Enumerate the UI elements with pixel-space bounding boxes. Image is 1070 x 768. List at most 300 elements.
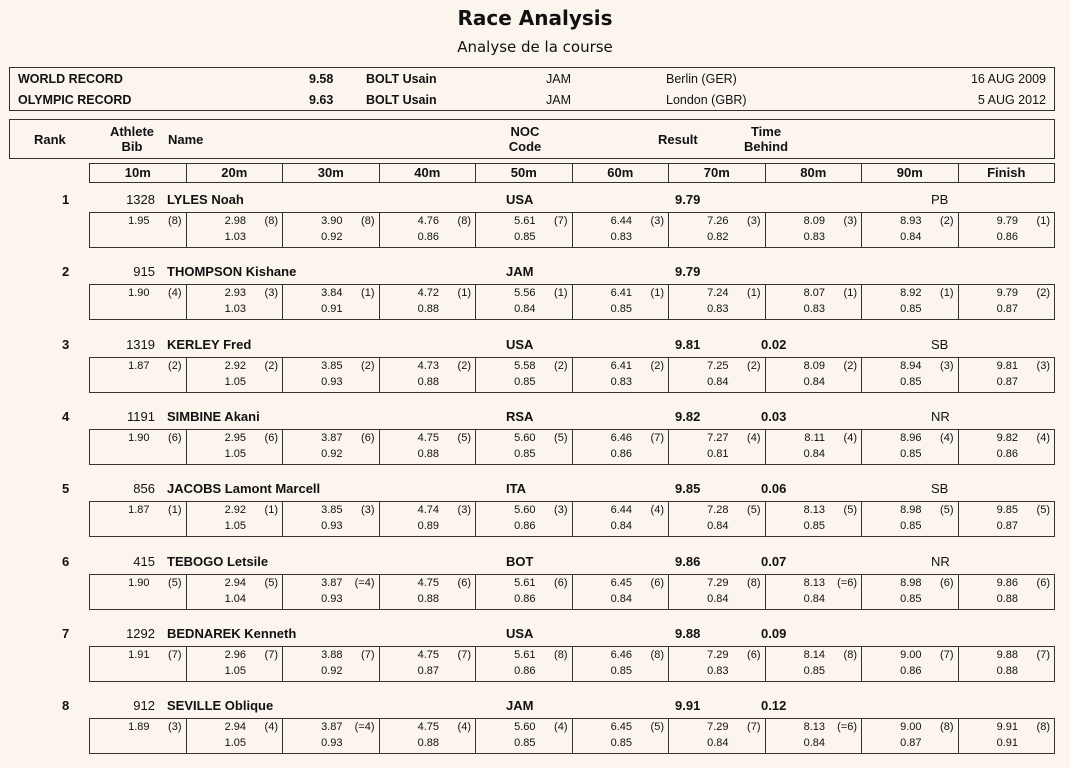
split-position: (3) xyxy=(650,215,664,227)
split-time: 2.95 xyxy=(224,431,246,444)
split-label: 80m xyxy=(766,164,863,182)
record-note: SB xyxy=(931,481,949,497)
split-cell xyxy=(90,647,187,681)
segment-time: 0.82 xyxy=(707,231,729,243)
segment-time: 0.86 xyxy=(417,231,439,243)
split-time: 1.90 xyxy=(128,576,150,589)
split-cell xyxy=(573,430,670,464)
split-position: (3) xyxy=(457,504,471,517)
time-header: Time xyxy=(750,124,782,139)
segment-time: 0.86 xyxy=(996,447,1018,460)
result: 9.85 xyxy=(675,481,701,497)
segment-time: 0.85 xyxy=(514,447,536,460)
split-time: 6.45 xyxy=(610,576,632,589)
segment-time: 0.87 xyxy=(900,737,922,750)
segment-time: 0.84 xyxy=(900,231,922,243)
rank: 5 xyxy=(62,481,70,497)
name-header: Name xyxy=(168,132,204,147)
split-cell xyxy=(959,213,1055,247)
segment-time: 0.86 xyxy=(996,231,1018,243)
segment-time: 1.04 xyxy=(224,592,246,605)
splits-box xyxy=(89,574,1055,610)
split-cell xyxy=(380,647,477,681)
record-note: NR xyxy=(931,553,950,569)
split-position: (5) xyxy=(940,504,954,517)
split-position: (8) xyxy=(940,721,954,734)
split-time: 6.41 xyxy=(610,287,632,300)
record-venue: Berlin (GER) xyxy=(666,72,737,86)
noc-code: JAM xyxy=(506,698,534,714)
split-cell xyxy=(380,430,477,464)
split-position: (=4) xyxy=(354,576,375,589)
split-time: 7.27 xyxy=(707,431,729,444)
segment-time: 0.88 xyxy=(417,447,439,460)
split-time: 4.76 xyxy=(417,215,439,227)
split-label: 30m xyxy=(283,164,380,182)
record-time: 9.63 xyxy=(309,93,334,107)
split-cell xyxy=(862,719,959,753)
noc-code: BOT xyxy=(506,553,534,569)
split-position: (3) xyxy=(264,287,278,300)
split-cell xyxy=(669,213,766,247)
athlete-name: TEBOGO Letsile xyxy=(167,553,269,569)
segment-time: 1.05 xyxy=(224,447,246,460)
split-position: (8) xyxy=(457,215,471,227)
athlete-name: JACOBS Lamont Marcell xyxy=(167,481,321,497)
split-cell xyxy=(573,719,670,753)
result-header: Result xyxy=(658,132,698,147)
split-position: (7) xyxy=(457,648,471,661)
split-time: 8.93 xyxy=(900,215,922,227)
split-cell xyxy=(476,358,573,392)
noc-header: NOC xyxy=(510,124,540,139)
athlete-entry xyxy=(0,552,1070,624)
segment-time: 0.93 xyxy=(321,375,343,388)
segment-time: 1.03 xyxy=(224,231,246,243)
split-time: 3.88 xyxy=(321,648,343,661)
bib-header: Bib xyxy=(121,139,143,154)
athlete-name: KERLEY Fred xyxy=(167,336,252,352)
split-cell xyxy=(90,719,187,753)
rank-header: Rank xyxy=(34,132,66,147)
split-cell xyxy=(187,358,284,392)
split-label: 70m xyxy=(669,164,766,182)
split-cell xyxy=(90,430,187,464)
split-cell xyxy=(669,430,766,464)
segment-time: 0.85 xyxy=(514,737,536,750)
bib: 1292 xyxy=(126,625,155,641)
split-time: 1.91 xyxy=(128,648,150,661)
segment-time: 0.84 xyxy=(610,592,632,605)
split-time: 2.96 xyxy=(224,648,246,661)
split-cell xyxy=(669,719,766,753)
segment-time: 0.86 xyxy=(514,592,536,605)
bib: 415 xyxy=(133,553,155,569)
split-time: 7.29 xyxy=(707,721,729,734)
rank: 7 xyxy=(62,625,70,641)
split-cell xyxy=(862,285,959,319)
split-cell xyxy=(380,575,477,609)
split-position: (7) xyxy=(554,215,568,227)
split-time: 2.98 xyxy=(224,215,246,227)
athlete-name: SEVILLE Oblique xyxy=(167,698,274,714)
split-position: (8) xyxy=(1036,721,1050,734)
segment-time: 0.85 xyxy=(610,737,632,750)
segment-time: 0.85 xyxy=(610,664,632,677)
split-time: 9.85 xyxy=(996,504,1018,517)
split-cell xyxy=(380,502,477,536)
split-position: (=6) xyxy=(837,576,857,589)
segment-time: 0.85 xyxy=(900,447,922,460)
segment-time: 0.85 xyxy=(610,303,632,316)
split-time: 1.87 xyxy=(128,504,150,517)
split-position: (8) xyxy=(554,648,568,661)
split-time: 8.98 xyxy=(900,504,922,517)
split-time: 3.84 xyxy=(321,287,343,300)
result: 9.79 xyxy=(675,192,701,207)
split-cell xyxy=(187,719,284,753)
noc-code: ITA xyxy=(506,481,526,497)
split-position: (1) xyxy=(457,287,471,300)
split-cell xyxy=(573,285,670,319)
splits-box xyxy=(89,357,1055,393)
rank: 8 xyxy=(62,698,70,714)
olympic-record-row xyxy=(10,90,1054,110)
split-position: (6) xyxy=(264,431,278,444)
split-position: (4) xyxy=(940,431,954,444)
split-cell xyxy=(959,285,1055,319)
split-position: (5) xyxy=(554,431,568,444)
split-position: (5) xyxy=(650,721,664,734)
split-position: (6) xyxy=(650,576,664,589)
split-time: 1.90 xyxy=(128,431,150,444)
split-time: 3.85 xyxy=(321,504,343,517)
split-position: (2) xyxy=(457,359,471,372)
segment-time: 0.85 xyxy=(803,520,825,533)
split-time: 2.94 xyxy=(224,576,246,589)
split-time: 9.00 xyxy=(900,648,922,661)
split-cell xyxy=(959,647,1055,681)
split-cell xyxy=(573,358,670,392)
split-time: 1.95 xyxy=(128,215,150,227)
athlete-entry xyxy=(0,335,1070,407)
split-cell xyxy=(283,719,380,753)
split-time: 6.44 xyxy=(610,504,632,517)
segment-time: 0.84 xyxy=(514,303,536,316)
split-position: (6) xyxy=(747,648,761,661)
split-cell xyxy=(862,213,959,247)
split-cell xyxy=(766,575,863,609)
split-position: (1) xyxy=(168,504,182,517)
split-cell xyxy=(283,575,380,609)
split-position: (2) xyxy=(168,359,182,372)
split-cell xyxy=(862,575,959,609)
split-label: 60m xyxy=(573,164,670,182)
split-position: (3) xyxy=(1036,359,1050,372)
split-position: (7) xyxy=(650,431,664,444)
split-time: 8.13 xyxy=(803,576,825,589)
split-time: 3.90 xyxy=(321,215,343,227)
record-noc: JAM xyxy=(546,93,571,107)
split-cell xyxy=(187,502,284,536)
split-time: 8.92 xyxy=(900,287,922,300)
split-position: (5) xyxy=(168,576,182,589)
segment-time: 0.85 xyxy=(900,303,922,316)
split-position: (1) xyxy=(843,287,857,300)
athlete-name: THOMPSON Kishane xyxy=(167,264,297,280)
split-cell xyxy=(380,285,477,319)
segment-time: 0.83 xyxy=(803,231,825,243)
segment-time: 0.93 xyxy=(321,592,343,605)
athlete-name: BEDNAREK Kenneth xyxy=(167,625,297,641)
split-cell xyxy=(862,358,959,392)
split-position: (3) xyxy=(747,215,761,227)
split-time: 6.46 xyxy=(610,431,632,444)
split-position: (2) xyxy=(650,359,664,372)
split-label: Finish xyxy=(987,165,1026,180)
split-time: 7.25 xyxy=(707,359,729,372)
split-label: 50m xyxy=(476,164,573,182)
segment-time: 0.88 xyxy=(417,592,439,605)
athlete-name: SIMBINE Akani xyxy=(167,408,260,424)
segment-time: 0.84 xyxy=(803,375,825,388)
split-cell xyxy=(476,430,573,464)
athlete-name: LYLES Noah xyxy=(167,192,244,207)
split-position: (7) xyxy=(747,721,761,734)
segment-time: 0.84 xyxy=(707,375,729,388)
split-cell xyxy=(766,719,863,753)
split-position: (8) xyxy=(843,648,857,661)
split-cell xyxy=(187,430,284,464)
noc-code: USA xyxy=(506,336,534,352)
split-time: 7.28 xyxy=(707,504,729,517)
segment-time: 0.87 xyxy=(996,520,1018,533)
segment-time: 0.87 xyxy=(996,375,1018,388)
split-position: (=6) xyxy=(837,721,857,734)
split-time: 4.75 xyxy=(417,431,439,444)
time-behind: 0.09 xyxy=(761,625,787,641)
split-position: (2) xyxy=(940,215,954,227)
split-time: 9.91 xyxy=(996,721,1018,734)
split-position: (1) xyxy=(1036,215,1050,227)
split-position: (2) xyxy=(1036,287,1050,300)
split-time: 4.74 xyxy=(417,504,439,517)
split-label: 10m xyxy=(90,164,187,182)
splits-box xyxy=(89,646,1055,682)
split-position: (3) xyxy=(554,504,568,517)
split-cell xyxy=(573,575,670,609)
segment-time: 0.88 xyxy=(996,664,1018,677)
record-noc: JAM xyxy=(546,72,571,86)
split-position: (2) xyxy=(264,359,278,372)
split-cell xyxy=(573,502,670,536)
split-time: 1.90 xyxy=(128,287,150,300)
split-time: 9.79 xyxy=(996,287,1018,300)
split-position: (3) xyxy=(361,504,375,517)
time-behind: 0.07 xyxy=(761,553,787,569)
segment-time: 0.85 xyxy=(900,375,922,388)
split-time: 8.98 xyxy=(900,576,922,589)
segment-time: 0.87 xyxy=(417,664,439,677)
split-position: (7) xyxy=(168,648,182,661)
segment-time: 0.91 xyxy=(996,737,1018,750)
split-cell xyxy=(283,285,380,319)
split-position: (7) xyxy=(361,648,375,661)
athlete-header: Athlete xyxy=(109,124,155,139)
split-cell xyxy=(90,358,187,392)
split-cell xyxy=(187,285,284,319)
segment-time: 0.84 xyxy=(610,520,632,533)
split-position: (5) xyxy=(264,576,278,589)
segment-time: 0.83 xyxy=(707,664,729,677)
split-time: 2.92 xyxy=(224,504,246,517)
split-time: 8.14 xyxy=(803,648,825,661)
split-cell xyxy=(283,502,380,536)
result: 9.91 xyxy=(675,698,701,714)
split-time: 5.61 xyxy=(514,215,536,227)
rank: 3 xyxy=(62,336,70,352)
segment-time: 0.81 xyxy=(707,447,729,460)
splits-box xyxy=(89,284,1055,320)
record-note: NR xyxy=(931,408,950,424)
segment-time: 0.84 xyxy=(803,447,825,460)
split-cell xyxy=(380,719,477,753)
split-cell xyxy=(476,647,573,681)
split-cell xyxy=(187,213,284,247)
split-time: 6.46 xyxy=(610,648,632,661)
split-time: 2.93 xyxy=(224,287,246,300)
time-behind: 0.06 xyxy=(761,481,787,497)
split-position: (2) xyxy=(843,359,857,372)
split-cell xyxy=(959,575,1055,609)
split-position: (8) xyxy=(650,648,664,661)
segment-time: 1.05 xyxy=(224,664,246,677)
segment-time: 1.05 xyxy=(224,520,246,533)
noc-code: JAM xyxy=(506,264,534,280)
split-time: 9.86 xyxy=(996,576,1018,589)
split-cell xyxy=(283,358,380,392)
split-cell xyxy=(766,285,863,319)
segment-time: 0.88 xyxy=(417,375,439,388)
split-cell xyxy=(766,647,863,681)
segment-time: 0.92 xyxy=(321,664,343,677)
split-position: (5) xyxy=(747,504,761,517)
split-cell xyxy=(476,575,573,609)
segment-time: 1.05 xyxy=(224,375,246,388)
split-position: (1) xyxy=(940,287,954,300)
segment-time: 0.84 xyxy=(803,592,825,605)
split-time: 5.60 xyxy=(514,431,536,444)
split-time: 4.75 xyxy=(417,648,439,661)
split-label: 90m xyxy=(862,164,959,182)
record-holder: BOLT Usain xyxy=(366,93,437,107)
split-position: (4) xyxy=(843,431,857,444)
split-time: 3.87 xyxy=(321,576,343,589)
segment-time: 0.86 xyxy=(900,664,922,677)
split-cell xyxy=(476,285,573,319)
split-cell xyxy=(766,502,863,536)
result: 9.82 xyxy=(675,408,701,424)
athlete-entry xyxy=(0,407,1070,479)
segment-time: 0.84 xyxy=(707,520,729,533)
noc-code: USA xyxy=(506,625,534,641)
column-header xyxy=(9,119,1055,159)
record-holder: BOLT Usain xyxy=(366,72,437,86)
rank: 6 xyxy=(62,553,70,569)
segment-time: 0.89 xyxy=(417,520,439,533)
split-time: 8.09 xyxy=(803,215,825,227)
split-position: (8) xyxy=(361,215,375,227)
segment-time: 0.88 xyxy=(417,737,439,750)
segment-time: 0.86 xyxy=(610,447,632,460)
noc-code: RSA xyxy=(506,408,534,424)
athlete-entry xyxy=(0,190,1070,262)
split-position: (5) xyxy=(843,504,857,517)
split-position: (6) xyxy=(1036,576,1050,589)
split-position: (7) xyxy=(1036,648,1050,661)
segment-time: 0.84 xyxy=(707,737,729,750)
split-cell xyxy=(90,575,187,609)
split-cell xyxy=(959,358,1055,392)
split-time: 8.13 xyxy=(803,721,825,734)
split-cell xyxy=(187,647,284,681)
split-time: 1.87 xyxy=(128,359,150,372)
bib: 912 xyxy=(133,698,155,714)
time-behind: 0.12 xyxy=(761,698,787,714)
world-record-row xyxy=(10,69,1054,89)
split-position: (5) xyxy=(1036,504,1050,517)
split-position: (=4) xyxy=(354,721,375,734)
split-time: 4.75 xyxy=(417,576,439,589)
bib: 1191 xyxy=(127,408,155,424)
splits-box xyxy=(89,501,1055,537)
split-time: 6.45 xyxy=(610,721,632,734)
athlete-entry xyxy=(0,262,1070,334)
split-position: (2) xyxy=(554,359,568,372)
split-position: (4) xyxy=(650,504,664,517)
split-position: (6) xyxy=(554,576,568,589)
split-position: (6) xyxy=(457,576,471,589)
split-label: 20m xyxy=(187,164,284,182)
result: 9.86 xyxy=(675,553,701,569)
split-time: 4.75 xyxy=(417,721,439,734)
split-time: 2.92 xyxy=(224,359,246,372)
split-cell xyxy=(862,647,959,681)
split-cell xyxy=(380,358,477,392)
split-cell xyxy=(90,213,187,247)
split-time: 5.56 xyxy=(514,287,536,300)
split-time: 7.26 xyxy=(707,215,729,227)
split-cell xyxy=(573,647,670,681)
split-position: (1) xyxy=(361,287,375,300)
bib: 915 xyxy=(133,264,155,280)
split-position: (7) xyxy=(264,648,278,661)
split-cell xyxy=(959,719,1055,753)
split-cell xyxy=(862,430,959,464)
split-time: 9.81 xyxy=(996,359,1018,372)
split-time: 8.11 xyxy=(804,431,825,444)
records-box xyxy=(9,67,1055,111)
split-position: (8) xyxy=(264,215,278,227)
split-position: (7) xyxy=(940,648,954,661)
record-label: WORLD RECORD xyxy=(18,72,123,86)
splits-box xyxy=(89,718,1055,754)
segment-time: 1.05 xyxy=(224,737,246,750)
segment-time: 0.83 xyxy=(803,303,825,316)
segment-time: 0.87 xyxy=(996,303,1018,316)
split-cell xyxy=(90,285,187,319)
split-cell xyxy=(283,647,380,681)
